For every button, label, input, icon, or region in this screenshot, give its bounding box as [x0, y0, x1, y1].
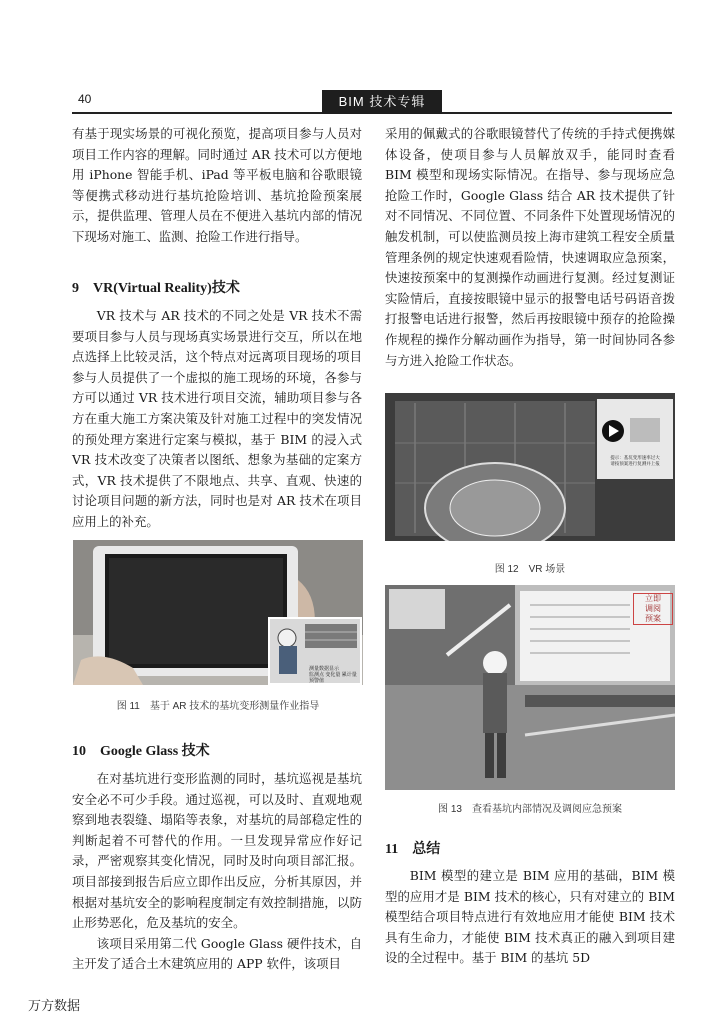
continued-paragraph: 采用的佩戴式的谷歌眼镜替代了传统的手持式便携媒体设备，使项目参与人员解放双手，能同时查看 BIM 模型和现场实际情况。在指导、参与现场应急抢险工作时，Google Glass 结合 AR 技术提供了针对不同情况、不同位置、不同条件下处置现场情况的触发机制，可以使监测员按上海市建筑工程安全质量管理条例的规定快速观看险情，快速调取应急预案，快速按预案中的复测操作动画进行复测。经过复测证实险情后，直接按眼镜中显示的报警电话号码语音拨打报警电话进行报警，然后再按眼镜中预存的抢险操作规程的操作分解动画作为指导，第一时间协同各参与方进入抢险工作状态。	[385, 126, 675, 368]
journal-section-title: BIM 技术专辑	[322, 90, 442, 114]
right-continued	[385, 124, 675, 371]
section10-paragraph1: 在对基坑进行变形监测的同时，基坑巡视是基坑安全必不可少手段。通过巡视，可以及时、直观地观察到地表裂缝、塌陷等表象，对基坑的局部稳定性的判断起着不可替代的作用。一旦发现异常应作好记录，严密观察其变化情况，同时及时向项目部汇报。项目部接到报告后应立即作出反应，分析其原因，并根据对基坑安全的影响程度制定有效控制措施，以防止形势恶化，危及基坑的安全。	[72, 771, 362, 931]
left-intro	[72, 124, 362, 248]
figure11-image	[73, 540, 363, 685]
section11-body	[385, 866, 675, 969]
figure12-overlay-text: 提示：基坑变形速率过大 请按预案进行复测并上报	[610, 455, 660, 466]
figure11-overlay-text: 测量数据显示 监测点 变化量 累计量 预警值	[309, 666, 357, 684]
section9-body	[72, 306, 362, 533]
section9-paragraph: VR 技术与 AR 技术的不同之处是 VR 技术不需要项目参与人员与现场真实场景进行交互，所以在地点选择上比较灵活，这个特点对远离项目现场的项目参与人员提供了一个虚拟的施工现场的环境，各参与方可以通过 VR 技术进行项目交流，辅助项目参与各方在重大施工方案决策及针对施工过程中的突发情况的预处理方案进行定案与模拟，基于 BIM 的浸入式 VR 技术改变了决策者以图纸、想象为基础的定案方式，VR 技术提供了不限地点、共享、直观、快速的讨论项目问题的新方法，同时也是对 AR 技术在项目应用上的补充。	[72, 308, 362, 529]
intro-paragraph: 有基于现实场景的可视化预览，提高项目参与人员对项目工作内容的理解。同时通过 AR 技术可以方便地用 iPhone 智能手机、iPad 等平板电脑和谷歌眼镜等便携式移动进行基坑抢险培训、基坑抢险预案展示，提供监理、管理人员在不便进入基坑内部的情况下现场对施工、监测、抢险工作进行指导。	[72, 126, 362, 244]
figure13-plan-badge: 立即 调阅 预案	[633, 593, 673, 625]
section10-body	[72, 769, 362, 975]
figure13-illustration	[385, 585, 675, 790]
section11-heading: 11 总结	[385, 842, 441, 857]
figure11-caption: 图 11 基于 AR 技术的基坑变形测量作业指导	[116, 701, 320, 712]
section10-paragraph2: 该项目采用第二代 Google Glass 硬件技术，自主开发了适合土木建筑应用的 APP 软件，该项目	[72, 935, 362, 972]
section9-heading: 9 VR(Virtual Reality)技术	[72, 281, 240, 296]
figure12-caption: 图 12 VR 场景	[494, 564, 566, 575]
figure13-caption: 图 13 查看基坑内部情况及调阅应急预案	[438, 804, 622, 815]
figure13-image	[385, 585, 675, 790]
section11-paragraph: BIM 模型的建立是 BIM 应用的基础，BIM 模型的应用才是 BIM 技术的核心，只有对建立的 BIM 模型结合项目特点进行有效地应用才能使 BIM 技术具有生命力，才能使 BIM 技术真正的融入到项目建设的全过程中。基于 BIM 的基坑 5D	[385, 868, 675, 966]
section10-heading: 10 Google Glass 技术	[72, 744, 210, 759]
figure12-illustration	[385, 393, 675, 541]
figure12-image	[385, 393, 675, 541]
source-watermark: 万方数据	[28, 998, 81, 1013]
figure11-illustration	[73, 540, 363, 685]
page-number: 40	[78, 92, 92, 106]
